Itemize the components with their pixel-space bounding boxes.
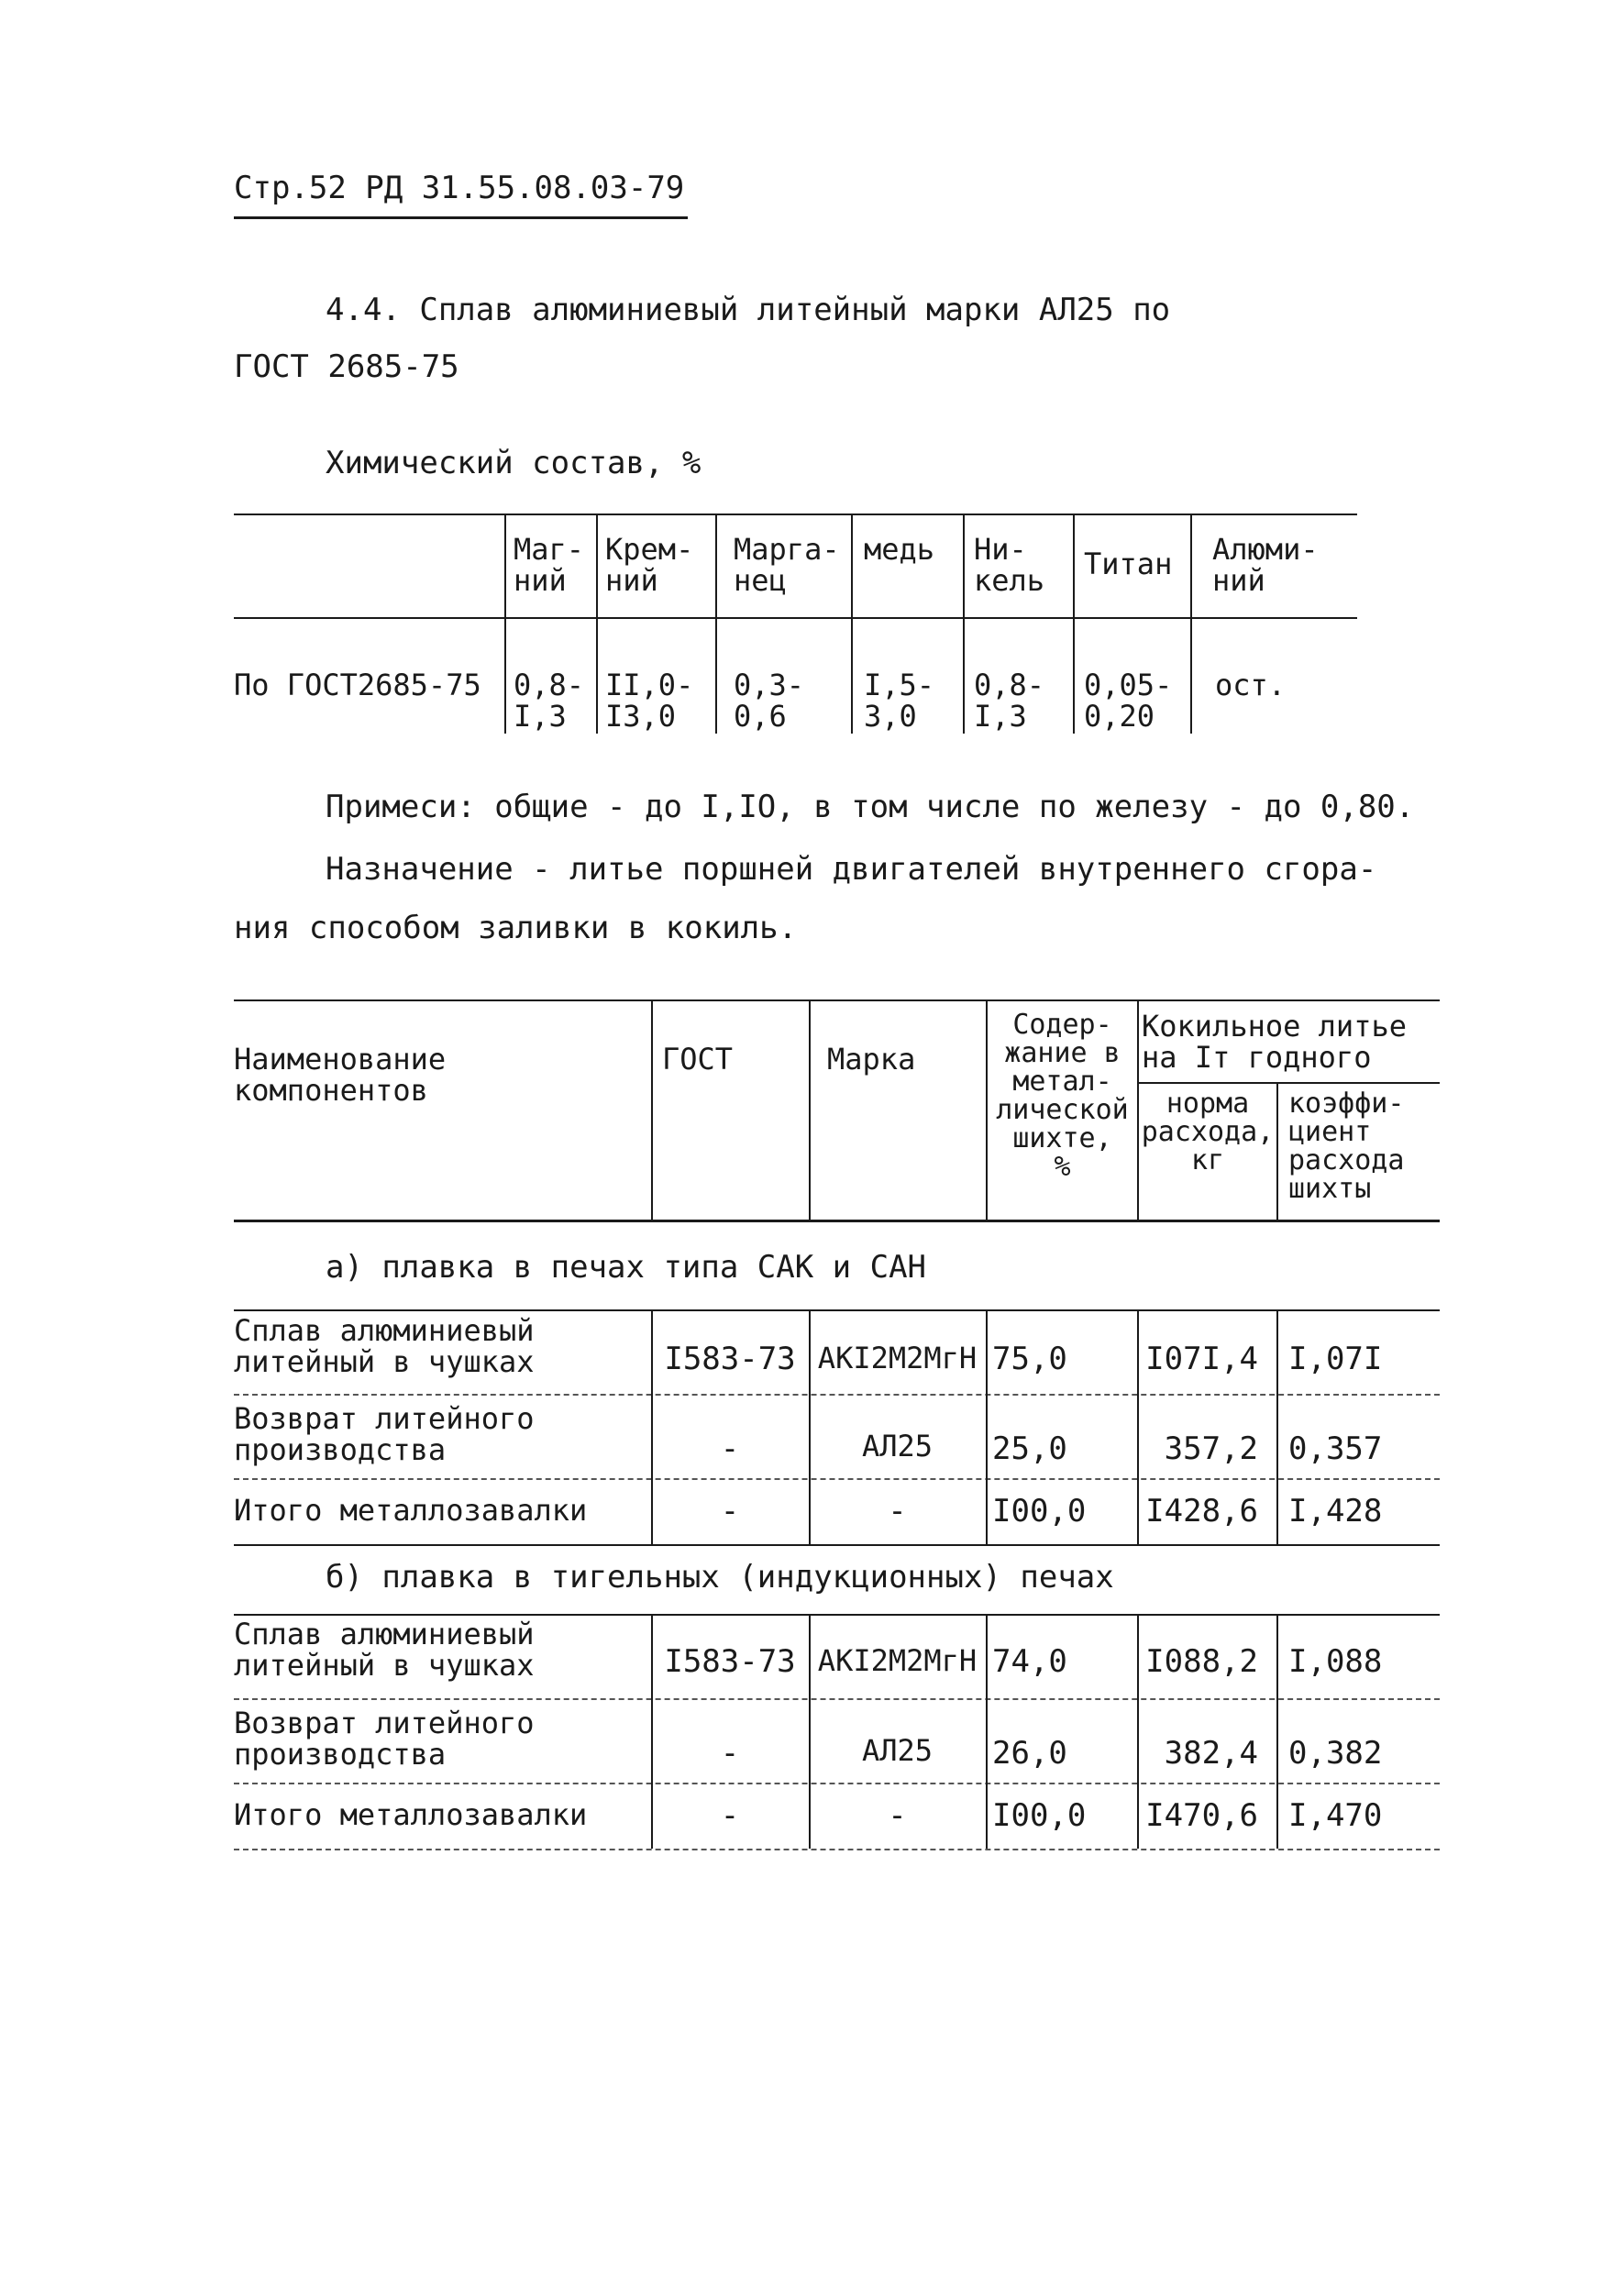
row-gost: I583-73 — [664, 1341, 796, 1377]
charge-header-grade: Марка — [827, 1042, 916, 1077]
row-norm: 382,4 — [1164, 1735, 1258, 1772]
row-coef: I,470 — [1288, 1797, 1383, 1834]
row-name: Возврат литейного производства — [234, 1401, 535, 1467]
row-norm: I088,2 — [1145, 1643, 1258, 1680]
row-name: Сплав алюминиевый литейный в чушках — [234, 1313, 535, 1379]
header-underline — [234, 216, 688, 219]
section-title: 4.4. Сплав алюминиевый литейный марки АЛ25 по — [326, 292, 1171, 328]
charge-header-group: Кокильное литье на Iт годного — [1142, 1009, 1407, 1075]
chem-col-divider — [851, 514, 853, 734]
row-name: Итого металлозавалки — [234, 1493, 588, 1528]
chem-header-aluminium: Алюми- ний — [1212, 532, 1319, 598]
chem-value-nickel: 0,8- I,3 — [974, 668, 1045, 734]
row-content: 74,0 — [992, 1643, 1067, 1680]
row-separator — [234, 1478, 1440, 1480]
row-gost: - — [720, 1493, 740, 1530]
row-grade: АЛ25 — [861, 1733, 934, 1768]
chem-col-divider — [963, 514, 965, 734]
chem-row-label: По ГОСТ2685-75 — [234, 668, 481, 702]
section-a-bottom-rule — [234, 1544, 1440, 1546]
chem-header-titanium: Титан — [1084, 547, 1173, 581]
row-gost: - — [720, 1430, 740, 1467]
row-coef: 0,382 — [1288, 1735, 1383, 1772]
row-content: 26,0 — [992, 1735, 1067, 1772]
impurities-note: Примеси: общие - до I,IO, в том числе по железу - до 0,80. — [326, 789, 1415, 825]
page-header: Стр.52 РД 31.55.08.03-79 — [234, 170, 685, 206]
chem-value-aluminium: ост. — [1215, 668, 1287, 702]
chem-header-nickel: Ни- кель — [974, 532, 1045, 598]
chem-col-divider — [1190, 514, 1192, 734]
charge-col-divider — [1276, 1614, 1278, 1849]
row-norm: 357,2 — [1164, 1430, 1258, 1467]
row-grade: АЛ25 — [861, 1429, 934, 1463]
chem-header-rule — [234, 617, 1357, 619]
row-norm: I428,6 — [1145, 1493, 1258, 1530]
row-coef: I,088 — [1288, 1643, 1383, 1680]
charge-header-gost: ГОСТ — [662, 1042, 734, 1077]
charge-col-divider — [809, 999, 811, 1220]
chem-value-silicon: II,0- I3,0 — [605, 668, 694, 734]
charge-col-divider — [1276, 1082, 1278, 1220]
row-separator — [234, 1698, 1440, 1700]
charge-col-divider — [1276, 1309, 1278, 1544]
row-grade: АКI2М2МгН — [817, 1643, 978, 1678]
chem-header-silicon: Крем- ний — [605, 532, 694, 598]
row-grade: - — [888, 1493, 907, 1530]
row-gost: - — [720, 1735, 740, 1772]
row-gost: - — [720, 1797, 740, 1834]
row-name: Сплав алюминиевый литейный в чушках — [234, 1617, 535, 1683]
row-name: Итого металлозавалки — [234, 1797, 588, 1832]
charge-header-content: Содер- жание в метал- лической шихте, % — [996, 1009, 1129, 1183]
charge-top-rule — [234, 999, 1440, 1001]
row-grade: АКI2М2МгН — [817, 1341, 978, 1375]
chem-col-divider — [715, 514, 717, 734]
section-a-heading: а) плавка в печах типа САК и САН — [326, 1249, 927, 1286]
row-norm: I07I,4 — [1145, 1341, 1258, 1377]
row-coef: I,428 — [1288, 1493, 1383, 1530]
chem-col-divider — [504, 514, 506, 734]
row-content: I00,0 — [992, 1797, 1087, 1834]
row-gost: I583-73 — [664, 1643, 796, 1680]
row-name: Возврат литейного производства — [234, 1706, 535, 1772]
chem-value-manganese: 0,3- 0,6 — [734, 668, 805, 734]
purpose-note-continued: ния способом заливки в кокиль. — [234, 910, 798, 946]
chem-value-magnesium: 0,8- I,3 — [514, 668, 585, 734]
chem-top-rule — [234, 514, 1357, 515]
charge-group-rule — [1137, 1082, 1440, 1084]
row-content: 25,0 — [992, 1430, 1067, 1467]
chem-header-copper: медь — [864, 532, 935, 567]
purpose-note: Назначение - литье поршней двигателей внутреннего сгора- — [326, 851, 1377, 888]
section-b-bottom-rule — [234, 1849, 1440, 1850]
charge-header-name: Наименование компонентов — [234, 1042, 447, 1108]
chem-caption: Химический состав, % — [326, 445, 702, 481]
chem-value-copper: I,5- 3,0 — [864, 668, 935, 734]
section-title-standard: ГОСТ 2685-75 — [234, 348, 459, 385]
row-coef: 0,357 — [1288, 1430, 1383, 1467]
row-separator — [234, 1394, 1440, 1396]
section-b-top-rule — [234, 1614, 1440, 1616]
charge-header-norm: норма расхода, кг — [1141, 1088, 1275, 1176]
row-grade: - — [888, 1797, 907, 1834]
charge-header-rule — [234, 1220, 1440, 1222]
section-b-heading: б) плавка в тигельных (индукционных) печах — [326, 1559, 1114, 1596]
charge-col-divider — [986, 1309, 988, 1544]
charge-col-divider — [651, 999, 653, 1220]
row-norm: I470,6 — [1145, 1797, 1258, 1834]
chem-col-divider — [596, 514, 598, 734]
charge-col-divider — [986, 1614, 988, 1849]
charge-header-coef: коэффи- циент расхода шихты — [1288, 1088, 1405, 1205]
chem-header-manganese: Марга- нец — [734, 532, 840, 598]
chem-col-divider — [1073, 514, 1075, 734]
row-coef: I,07I — [1288, 1341, 1383, 1377]
row-content: I00,0 — [992, 1493, 1087, 1530]
chem-header-magnesium: Маг- ний — [514, 532, 585, 598]
section-a-top-rule — [234, 1309, 1440, 1311]
chem-value-titanium: 0,05- 0,20 — [1084, 668, 1173, 734]
row-separator — [234, 1783, 1440, 1784]
row-content: 75,0 — [992, 1341, 1067, 1377]
